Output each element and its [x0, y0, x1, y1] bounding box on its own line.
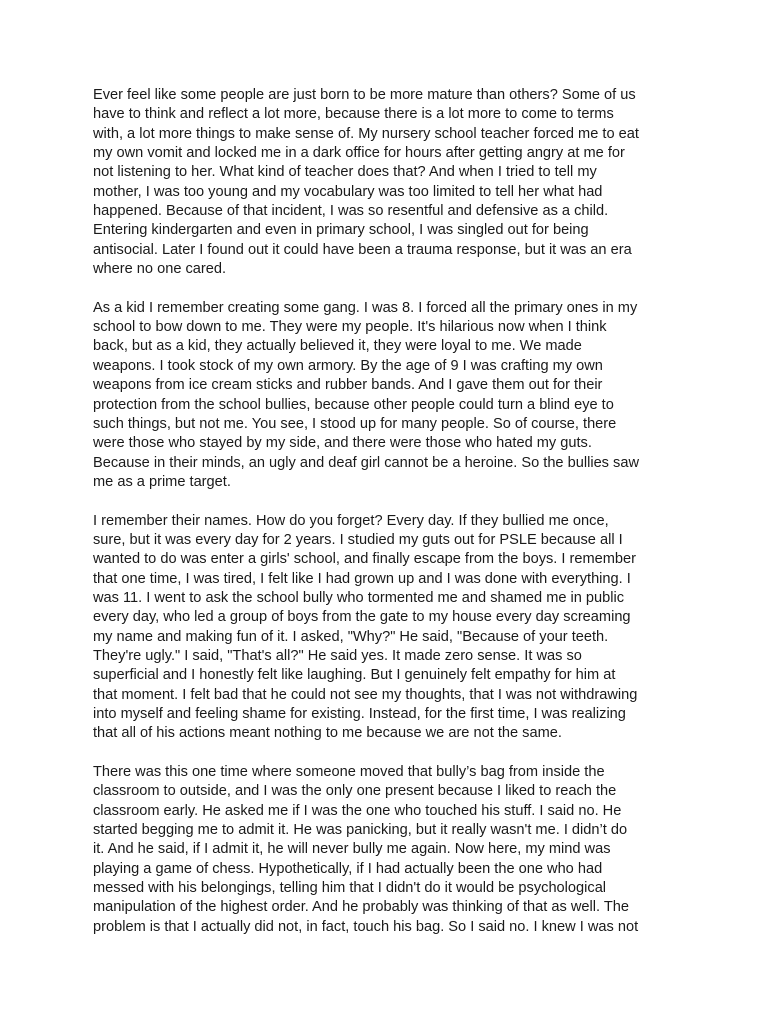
- paragraph-2: As a kid I remember creating some gang. I was 8. I forced all the primary ones in my school to bow down to me. They were my people. It's hilarious now when I think back, but as a kid, they actually believed it, they were loyal to me. We made weapons. I took stock of my own armory. By the age of 9 I was crafting my own weapons from ice cream sticks and rubber bands. And I gave them out for their protection from the school bullies, because other people could turn a blind eye to such things, but not me. You see, I stood up for many people. So of course, there were those who stayed by my side, and there were those who hated my guts. Because in their minds, an ugly and deaf girl cannot be a heroine. So the bullies saw me as a prime target.: [93, 299, 639, 490]
- paragraph-1: Ever feel like some people are just born to be more mature than others? Some of us have to think and reflect a lot more, because there is a lot more to come to terms with, a lot more things to make sense of. My nursery school teacher forced me to eat my own vomit and locked me in a dark office for hours after getting angry at me for not listening to her. What kind of teacher does that? And when I tried to tell my mother, I was too young and my vocabulary was too limited to tell her what had happened. Because of that incident, I was so resentful and defensive as a child. Entering kindergarten and even in primary school, I was singled out for being antisocial. Later I found out it could have been a trauma response, but it was an era where no one cared.: [93, 87, 639, 278]
- paragraph-4: There was this one time where someone moved that bully’s bag from inside the classroom to outside, and I was the only one present because I liked to reach the classroom early. He asked me if I was the one who touched his stuff. I said no. He started begging me to admit it. He was panicking, but it really wasn't me. I didn’t do it. And he said, if I admit it, he will never bully me again. Now here, my mind was playing a game of chess. Hypothetically, if I had actually been the one who had messed with his belongings, telling him that I didn't do it would be psychological manipulation of the highest order. And he probably was thinking of that as well. The problem is that I actually did not, in fact, touch his bag. So I said no. I knew I was not: [93, 764, 639, 935]
- document-body: [93, 86, 683, 956]
- paragraph-3: I remember their names. How do you forget? Every day. If they bullied me once, sure, but it was every day for 2 years. I studied my guts out for PSLE because all I wanted to do was enter a girls' school, and finally escape from the boys. I remember that one time, I was tired, I felt like I had grown up and I was done with everything. I was 11. I went to ask the school bully who tormented me and shamed me in public every day, who led a group of boys from the gate to my house every day screaming my name and making fun of it. I asked, "Why?" He said, "Because of your teeth. They're ugly." I said, "That's all?" He said yes. It made zero sense. It was so superficial and I honestly felt like laughing. But I genuinely felt empathy for him at that moment. I felt bad that he could not see my thoughts, that I was not withdrawing into myself and feeling shame for existing. Instead, for the first time, I was realizing that all of his actions meant nothing to me because we are not the same.: [93, 512, 638, 742]
